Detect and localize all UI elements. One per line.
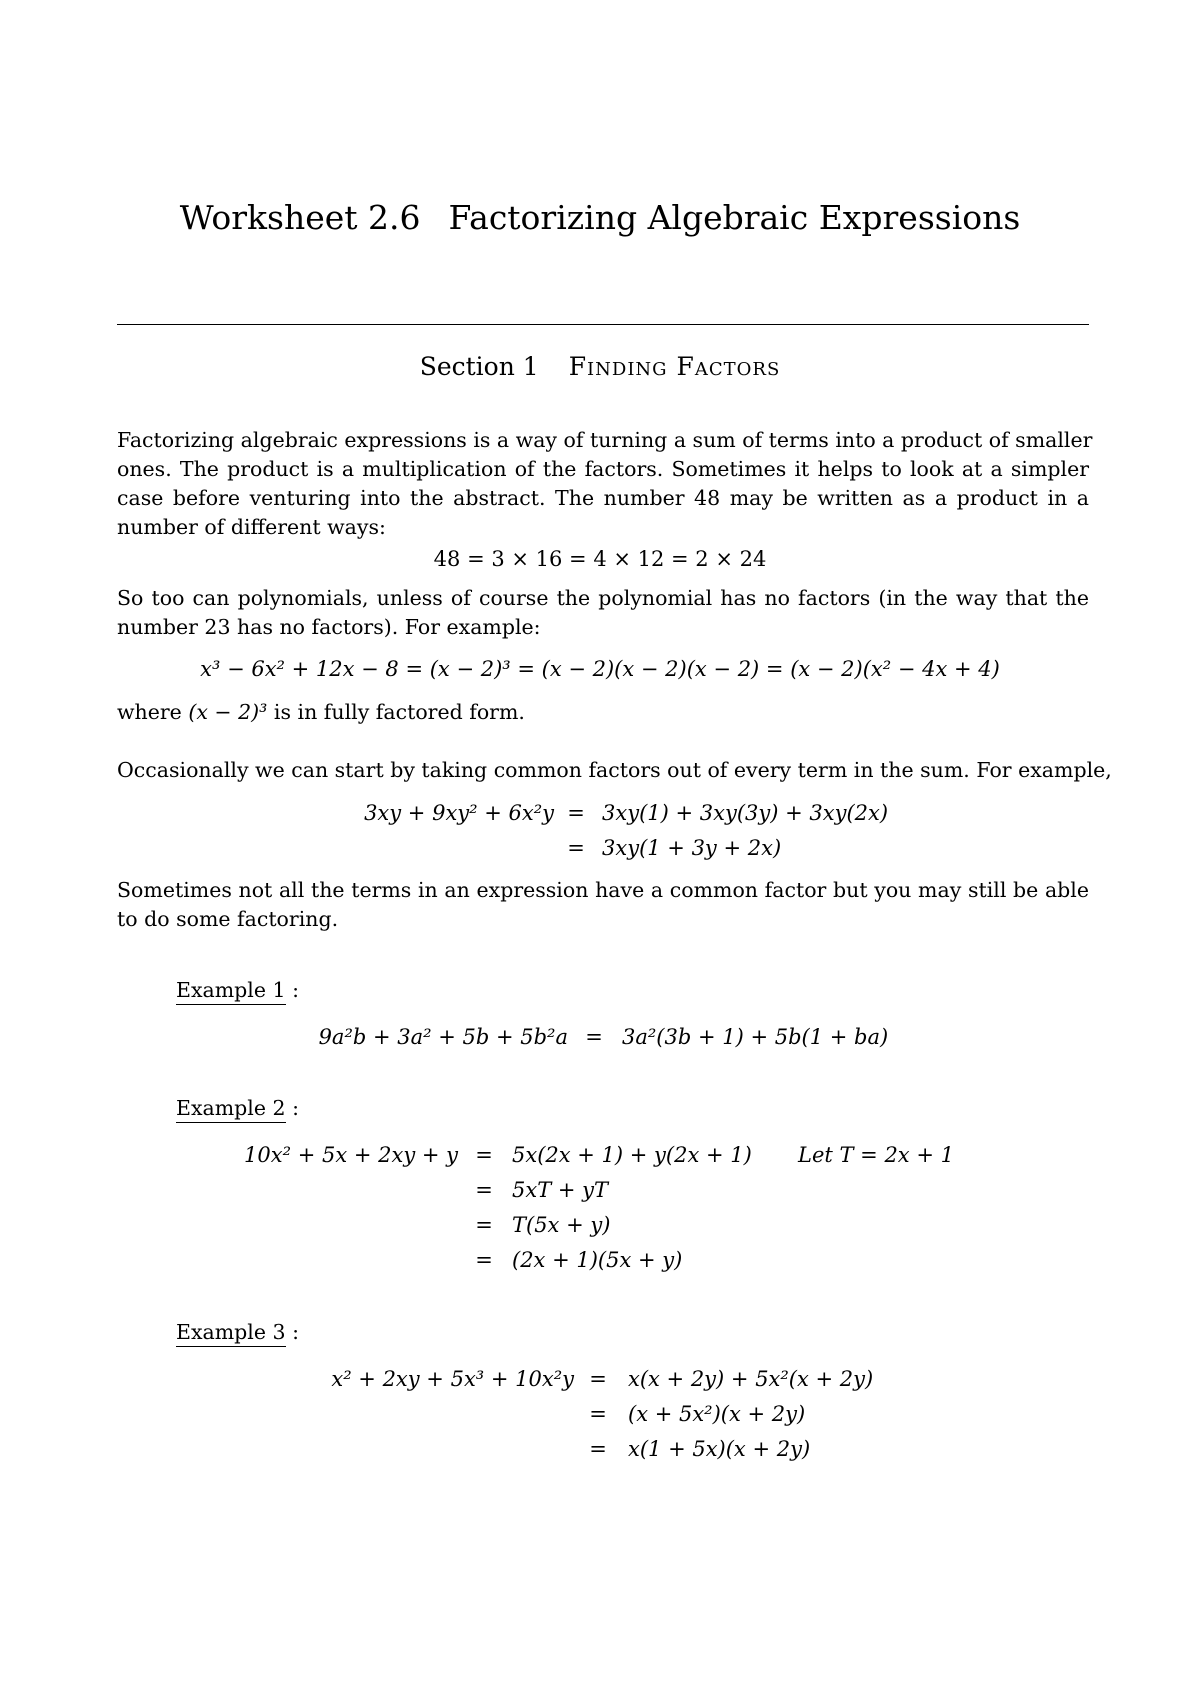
equals-sign: = — [567, 836, 585, 860]
equals-sign: = — [475, 1143, 493, 1167]
title-divider — [117, 324, 1089, 325]
common-eq-lhs: 3xy + 9xy² + 6x²y — [364, 801, 554, 825]
equals-sign: = — [589, 1402, 607, 1426]
worksheet-number: Worksheet 2.6 — [179, 198, 421, 237]
equals-sign: = — [589, 1367, 607, 1391]
example-1-lhs: 9a²b + 3a² + 5b + 5b²a — [318, 1025, 568, 1049]
polynomial-paragraph — [117, 584, 1089, 642]
partial-line: to do some factoring. — [117, 907, 339, 931]
cubic-equation: x³ − 6x² + 12x − 8 = (x − 2)³ = (x − 2)(x − 2)(x − 2) = (x − 2)(x² − 4x + 4) — [200, 657, 1000, 681]
intro-paragraph — [117, 426, 1093, 542]
equals-sign: = — [475, 1213, 493, 1237]
section-number: Section 1 — [419, 352, 539, 381]
example-3-label: Example 3 : — [176, 1318, 299, 1347]
intro-line: case before venturing into the abstract. The number 48 may be written as a product in a — [117, 486, 1089, 510]
equals-sign: = — [475, 1178, 493, 1202]
section-heading — [0, 350, 1200, 384]
common-factor-paragraph — [117, 756, 1112, 785]
common-eq-rhs: 3xy(1) + 3xy(3y) + 3xy(2x) — [602, 801, 889, 825]
example-2-rhs: T(5x + y) — [512, 1213, 611, 1237]
example-2-rhs: (2x + 1)(5x + y) — [512, 1248, 683, 1272]
poly-line: number 23 has no factors). For example: — [117, 615, 541, 639]
ff-suffix: is in fully factored form. — [273, 700, 525, 724]
page-title — [0, 196, 1200, 240]
equals-sign: = — [567, 801, 585, 825]
intro-line: Factorizing algebraic expressions is a way of turning a sum of terms into a product of smaller — [117, 428, 1093, 452]
equals-sign: = — [475, 1248, 493, 1272]
common-eq-rhs: 3xy(1 + 3y + 2x) — [602, 836, 782, 860]
common-line: Occasionally we can start by taking common factors out of every term in the sum. For example, — [117, 758, 1112, 782]
intro-line: number of different ways: — [117, 515, 386, 539]
ff-prefix: where — [117, 700, 182, 724]
ff-expr: (x − 2)³ — [188, 700, 268, 724]
partial-factor-paragraph — [117, 876, 1089, 934]
poly-line: So too can polynomials, unless of course the polynomial has no factors (in the way that the — [117, 586, 1089, 610]
section-name: Finding Factors — [568, 352, 781, 381]
fully-factored-line — [117, 698, 1089, 727]
example-2-rhs: 5xT + yT — [512, 1178, 609, 1202]
example-2-label: Example 2 : — [176, 1094, 299, 1123]
equals-sign: = — [589, 1437, 607, 1461]
example-3-rhs: (x + 5x²)(x + 2y) — [628, 1402, 806, 1426]
example-3-rhs: x(x + 2y) + 5x²(x + 2y) — [628, 1367, 874, 1391]
example-3-rhs: x(1 + 5x)(x + 2y) — [628, 1437, 811, 1461]
example-2-rhs: 5x(2x + 1) + y(2x + 1) — [512, 1143, 752, 1167]
example-1-rhs: 3a²(3b + 1) + 5b(1 + ba) — [622, 1025, 889, 1049]
partial-line: Sometimes not all the terms in an expression have a common factor but you may still be able — [117, 878, 1089, 902]
equals-sign: = — [585, 1025, 603, 1049]
example-1-label: Example 1 : — [176, 976, 299, 1005]
example-3-lhs: x² + 2xy + 5x³ + 10x²y — [331, 1367, 574, 1391]
intro-line: ones. The product is a multiplication of the factors. Sometimes it helps to look at a simpler — [117, 457, 1089, 481]
example-2-note: Let T = 2x + 1 — [798, 1143, 954, 1167]
equation-48: 48 = 3 × 16 = 4 × 12 = 2 × 24 — [433, 547, 767, 571]
worksheet-title: Factorizing Algebraic Expressions — [448, 198, 1021, 237]
example-2-lhs: 10x² + 5x + 2xy + y — [244, 1143, 458, 1167]
